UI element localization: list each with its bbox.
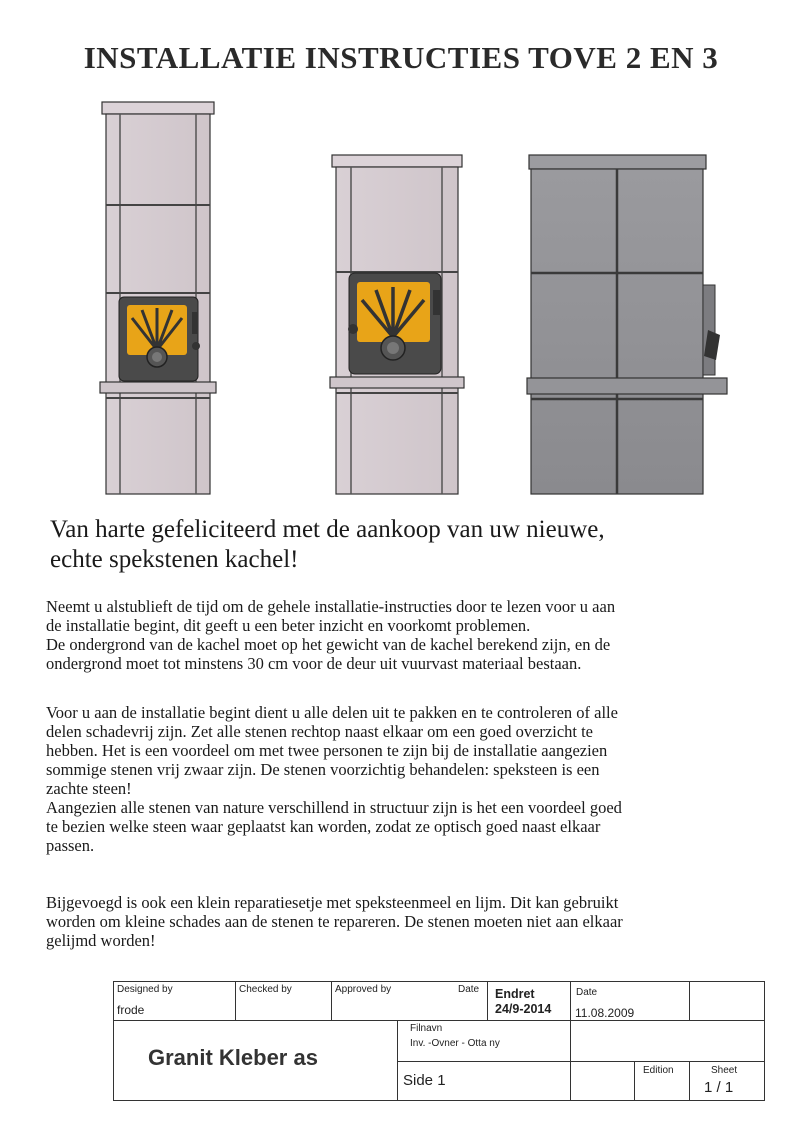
stove-side-view xyxy=(527,155,727,494)
date-label-2: Date xyxy=(576,987,598,998)
filnavn-label: Filnavn xyxy=(410,1023,443,1034)
edition-label: Edition xyxy=(643,1065,674,1076)
sheet-label: Sheet xyxy=(711,1065,738,1076)
designed-by-label: Designed by xyxy=(117,984,173,995)
stove-illustrations xyxy=(0,90,802,505)
designed-by-value: frode xyxy=(117,1003,145,1017)
company-name: Granit Kleber as xyxy=(148,1045,318,1070)
filnavn-value: Inv. -Ovner - Otta ny xyxy=(410,1038,500,1049)
page-title: INSTALLATIE INSTRUCTIES TOVE 2 EN 3 xyxy=(83,40,719,75)
stove-door-icon xyxy=(119,297,200,381)
endret-value: 24/9-2014 xyxy=(495,1002,552,1016)
stove-door-icon xyxy=(348,273,441,374)
approved-by-label: Approved by xyxy=(335,984,392,995)
stove-tall-front xyxy=(100,102,216,494)
drawing-title-block xyxy=(113,981,765,1101)
date-value: 11.08.2009 xyxy=(575,1006,635,1020)
paragraph-repair-kit: Bijgevoegd is ook een klein reparatiesetje met speksteenmeel en lijm. Dit kan gebruikt worden om kleine schades aan de stenen te repareren. De stenen moeten niet aan elkaar gelijmd worden! xyxy=(46,893,623,950)
stove-medium-front xyxy=(330,155,464,494)
paragraph-preparation: Neemt u alstublieft de tijd om de gehele installatie-instructies door te lezen voor u aan de installatie begint, dit geeft u een beter inzicht en voorkomt problemen. De ondergrond van de kachel moet op het gewicht van de kachel berekend zijn, en de ondergrond moet tot minstens 30 cm voor de deur uit vuurvast materiaal bestaan. xyxy=(46,597,616,673)
date-label: Date xyxy=(458,984,480,995)
sheet-number: 1 / 1 xyxy=(704,1079,734,1096)
side-number: Side 1 xyxy=(403,1072,446,1089)
welcome-heading: Van harte gefeliciteerd met de aankoop van uw nieuwe, echte spekstenen kachel! xyxy=(50,516,605,573)
checked-by-label: Checked by xyxy=(239,984,292,995)
endret-label: Endret xyxy=(495,987,535,1001)
paragraph-unpacking: Voor u aan de installatie begint dient u alle delen uit te pakken en te controleren of alle delen schadevrij zijn. Zet alle stenen rechtop naast elkaar om een goed overzicht te hebben. Het is een voordeel om met twee personen te zijn bij de installatie aangezien sommige stenen vrij zwaar zijn. De stenen voorzichtig behandelen: speksteen is een zachte steen! Aangezien alle stenen van nature verschillend in structuur zijn is het een voordeel goed te bezien welke steen waar geplaatst kan worden, zodat ze optisch goed naast elkaar passen. xyxy=(46,703,622,855)
